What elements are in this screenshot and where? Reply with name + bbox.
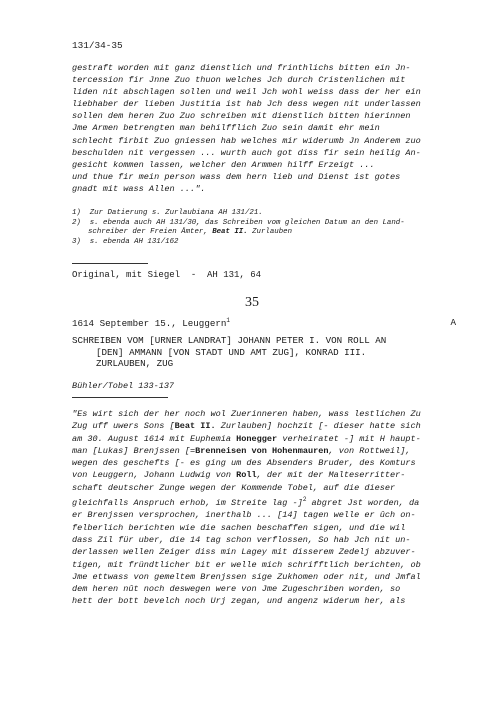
footnote-3: 3) s. ebenda AH 131/162 [72, 237, 179, 246]
text-line: dass Zil für uber, die 14 tag schon verflossen, So hab Jch nit un- [72, 534, 411, 545]
text-line: "Es wirt sich der her noch wol Zuerinneren haben, wass lestlichen Zu [72, 409, 421, 419]
person-name: Honegger [236, 433, 278, 444]
footnote-2: 2) s. ebenda auch AH 131/30, das Schreiben vom gleichen Datum an den Land- [72, 218, 405, 227]
heading-line: SCHREIBEN VOM [URNER LANDRAT] JOHANN PETER I. VON ROLL AN [72, 335, 387, 346]
text-run: , der mit der Malteserritter- [256, 470, 406, 481]
category-label: A [450, 317, 456, 328]
previous-letter-text [72, 62, 456, 195]
text-run: Zurlauben] hochzit [- dieser hatte sich [215, 421, 421, 432]
text-line: gestraft worden mit ganz dienstlich und frinthlichs bitten ein Jn- [72, 63, 411, 73]
footnote-marker: 1 [226, 317, 230, 324]
text-line: sollen dem heren Zuo Zuo schreiben mit dienstlich bitten hierinnen [72, 111, 411, 122]
text-line: und thue fir mein person wass dem hern lieb und Dienst ist gotes [72, 171, 401, 182]
separator-rule [72, 263, 148, 264]
text-line: beschulden nit vergessen ... wurth auch got diss fir sein heilig An- [72, 147, 421, 158]
text-line: hett der bott bevelch noch Urj zegan, und angenz widerum her, als [72, 596, 406, 607]
text-line: liebhaber der lieben Justitia ist hab Jch dess wegen nit underlassen [72, 99, 421, 110]
page-reference: 131/34-35 [72, 40, 123, 51]
text-run: , von Rottweil], [328, 445, 411, 456]
person-name: Beat II. [174, 421, 216, 432]
text-run: gleichfalls Anspruch erhob, im Streite lag -] [72, 498, 303, 509]
source-reference: Bühler/Tobel 133-137 [72, 381, 175, 391]
text-line: Jme Armen betrengten man behilfflich Zuo sein damit ehr mein [72, 123, 380, 134]
text-line: schlecht firbit Zuo gniessen hab welches mir widerumb Jn Anderem zuo [72, 135, 421, 146]
text-line: felberlich berichten wie die sachen beschaffen sigen, und die wil [72, 522, 406, 533]
text-run: abgret Jst worden, da [306, 498, 420, 509]
document-number: 35 [245, 295, 259, 310]
separator-rule [72, 397, 168, 398]
person-name: Brenneisen von Hohenmauren [195, 445, 329, 456]
text-line: gesicht kommen lassen, welcher den Armmen hilff Erzeigt ... [72, 159, 375, 170]
text-line: liden nit abschlagen sollen und weil Jch wohl weiss dass der her ein [72, 87, 421, 98]
text-line [72, 433, 456, 445]
text-run: Zug uff uwers Sons [ [72, 421, 175, 432]
text-run: am 30. August 1614 mit Euphemia [72, 433, 237, 444]
text-line: derlassen wellen Zeiger diss min Lagey mit disserem Zedelj abzuver- [72, 547, 416, 558]
text-line: schaft deutscher Zunge wegen der Kommende Tobel, auf die dieser [72, 482, 396, 493]
date-line [72, 317, 456, 329]
date-place: 1614 September 15., Leuggern [72, 318, 227, 329]
footnote-2-continuation [72, 228, 456, 238]
text-line: dem heren nût noch deswegen were von Jme Zugeschriben worden, so [72, 584, 401, 595]
footnotes [72, 209, 456, 247]
text-line: tigen, mit fründtlicher bit er welle mich schrifftlich berichten, ob [72, 559, 421, 570]
origin-note: Original, mit Siegel - AH 131, 64 [72, 270, 262, 280]
document-heading [72, 335, 456, 370]
footnote-text: Zurlauben [247, 228, 293, 237]
text-line: gnadt mit wass Allen ...". [72, 183, 206, 194]
text-line [72, 420, 456, 432]
footnote-marker: 2 [302, 496, 307, 504]
footnote-text: schreiber der Freien Ämter, [88, 228, 213, 237]
text-run: man [Lukas] Brenjssen [= [72, 445, 196, 456]
text-line [72, 494, 456, 509]
text-run: verheiratet -] mit H haupt- [277, 433, 421, 444]
text-line: wegen des geschefts [- es ging um des Absenders Bruder, des Komturs [72, 458, 416, 469]
text-line: Jme ettwass von gemeltem Brenjssen sige Zukhomen oder nit, und Jmfal [72, 571, 421, 582]
text-line: tercession fir Jnne Zuo thuon welches Jch durch Cristenlichen mit [72, 75, 406, 86]
heading-line: ZURLAUBEN, ZUG [96, 358, 174, 370]
heading-line: [DEN] AMMANN [VON STADT UND AMT ZUG], KONRAD III. [96, 346, 367, 358]
letter-text [72, 408, 456, 608]
text-line [72, 469, 456, 481]
text-run: von Leuggern, Johann Ludwig von [72, 470, 237, 481]
text-line [72, 445, 456, 457]
footnote-1: 1) Zur Datierung s. Zurlaubiana AH 131/21. [72, 209, 263, 217]
text-line: er Brenjssen versprochen, inerthalb ... [14] tagen welle er ûch on- [72, 510, 416, 521]
person-name: Beat II. [212, 228, 248, 237]
person-name: Roll [236, 470, 257, 481]
